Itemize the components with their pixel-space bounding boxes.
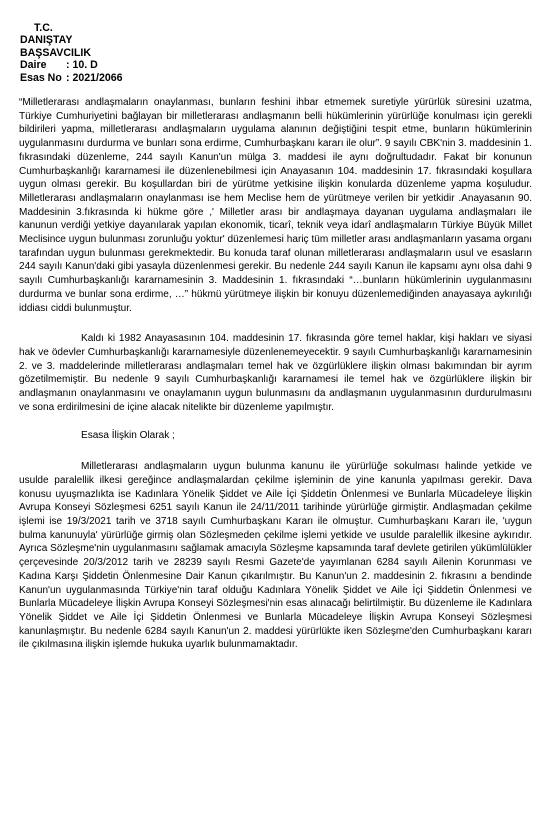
header-danistay: DANIŞTAY xyxy=(20,34,73,47)
daire-row xyxy=(20,59,123,71)
esas-row xyxy=(20,72,123,84)
paragraph-1: “Milletlerarası andlaşmaların onaylanması, bunların feshini ihbar etmemek suretiyle yürürlük süresini uzatma, Türkiye Cumhuriyetini bağlayan bir milletlerarası andlaşmanın belli hükümlerinin yürürlüğe konulması için gerekli bildirileri yapma, milletlerarası andlaşmaların uygulama alanının değiştiğini tespit etme, bunların hükümlerinin uygulanmasını durdurma ve bunları sona erdirme, Cumhurbaşkanı kararı ile olur”. 9 sayılı CBK'nin 3. maddesinin 1. fıkrasındaki düzenleme, 244 sayılı Kanun'un mülga 3. maddesi ile aynı doğrultudadır. Fakat bir konunun Cumhurbaşkanlığı kararnamesi ile düzenlenebilmesi için Anayasanın 104. maddesinin 17. fıkrasındaki koşullara uygun olması gerekir. Bu koşullardan biri de yürütme yetkisine ilişkin konularda düzenleme yapma koşuludur. Milletlerarası andlaşmaların onaylanması ise hem Meclise hem de yürütmeye verilen bir yetkidir .Anayasanın 90. Maddesinin 3.fıkrasında ki hükme göre ,' Milletler arası bir andlaşmaya dayanan uygulama andlaşmaları ile kanunun verdiği yetkiye dayanılarak yapılan ekonomik, ticarî, teknik veya idarî andlaşmaların Türkiye Büyük Millet Meclisince uygun bulunması zorunluğu yoktur' düzenlemesi hariç tüm milletler arası andlaşmanların yasama organı tarafından uygun bulunması gerekmektedir. Bu konuda taraf olunan milletlerarası andlaşmaların usul ve esasların 244 sayılı Kanun'daki gibi yasayla düzenlenmesi gerekir. Bu nedenle 244 sayılı Kanun ile kapsamı aynı olsa dahi 9 sayılı Cumhurbaşkanlığı kararnamesinin 3. Maddesinin 1. fıkrasındaki “…bunların hükümlerinin uygulanmasını durdurma ve bunlar sona erdirme, …” hükmü yürütmeye ilişkin bir konuyu düzenlemediğinden anayasaya aykırılığı iddiası ciddi bulunmuştur. xyxy=(19,97,532,314)
esas-label: Esas No xyxy=(20,71,62,84)
document-body xyxy=(19,96,532,652)
section-heading: Esasa İlişkin Olarak ; xyxy=(81,430,175,442)
header-tc: T.C. xyxy=(34,22,53,34)
document-header xyxy=(20,22,123,84)
paragraph-2: Kaldı ki 1982 Anayasasının 104. maddesinin 17. fıkrasında göre temel haklar, kişi hakları ve siyasi hak ve ödevler Cumhurbaşkanlığı kararnamesiyle düzenlenemeyecektir. 9 sayılı Cumhurbaşkanlığı kararnamesinin 2. ve 3. maddelerinde milletlerarası andlaşmaları temel hak ve özgürlüklere ilişkin olması bakımından bir ayrım gözetilmemiştir. Bu nedenle 9 sayılı Cumhurbaşkanlığı kararnamesi ile temel hak ve özgürlüklere ilişkin bir andlaşmanın onaylanmasını ve onaylamanın uygun bulunmasını da andlaşmanın uygulanmasının durdurulmasını ve sona erdirilmesini de içine alacak nitelikte bir düzenleme yapılmıştır. xyxy=(19,333,532,413)
daire-label: Daire xyxy=(20,59,47,72)
esas-value: : 2021/2066 xyxy=(66,71,123,84)
paragraph-3: Milletlerarası andlaşmaların uygun bulunma kanunu ile yürürlüğe sokulması halinde yetkide ve usulde paralellik ilkesi gereğince andlaşmalardan çekilme işleminin de yine kanunla yapılması gerekir. Dava konusu uyuşmazlıkta ise Kadınlara Yönelik Şiddet ve Aile İçi Şiddetin Önlenmesi ve Bunlarla Mücadeleye İlişkin Avrupa Konseyi Sözleşmesi 6251 sayılı Kanun ile 24/11/2011 tarihinde yürürlüğe girmiştir. Andlaşmadan çekilme işlemi ise 19/3/2021 tarih ve 3718 sayılı Cumhurbaşkanı Kararı ile olmuştur. Cumhurbaşkanı Kararı ile, 'uygun bulma kanunuyla' yürürlüğe girmiş olan Sözleşmeden çekilme işlemi yetkide ve usulde paralellik ilkesine aykırıdır. Ayrıca Sözleşme'nin uygulanmasını sağlamak amacıyla Sözleşme kapsamında taraf devlete getirilen yükümlülükler çerçevesinde 20/3/2012 tarih ve 28239 sayılı Resmi Gazete'de yayımlanan 6284 sayılı Ailenin Korunması ve Kadına Karşı Şiddetin Önlenmesine Dair Kanun çıkarılmıştır. Bu Kanun'un 2. maddesinin 2. fıkrasını a bendinde Kanun'un uygulanmasında Türkiye'nin taraf olduğu Kadınlara Yönelik Şiddet ve Aile İçi Şiddetin Önlenmesi ve Bunlarla Mücadeleye İlişkin Avrupa Konseyi Sözleşmesi'nin esas alınacağı belirtilmiştir. Bu düzenleme ile Kadınlara Yönelik Şiddet ve Aile İçi Şiddetin Önlenmesi ve Bunlarla Mücadeleye İlişkin Avrupa Konseyi Sözleşmesi kanunlaşmıştır. Bu nedenle 6284 sayılı Kanun'un 2. maddesi yürürlükte iken Sözleşme'den Cumhurbaşkanı kararı ile çıkılmasına ilişkin işlemde hukuka uyarlık bulunmamaktadır. xyxy=(19,461,532,651)
header-bassavcilik: BAŞSAVCILIK xyxy=(20,46,92,59)
daire-value: : 10. D xyxy=(66,59,98,72)
